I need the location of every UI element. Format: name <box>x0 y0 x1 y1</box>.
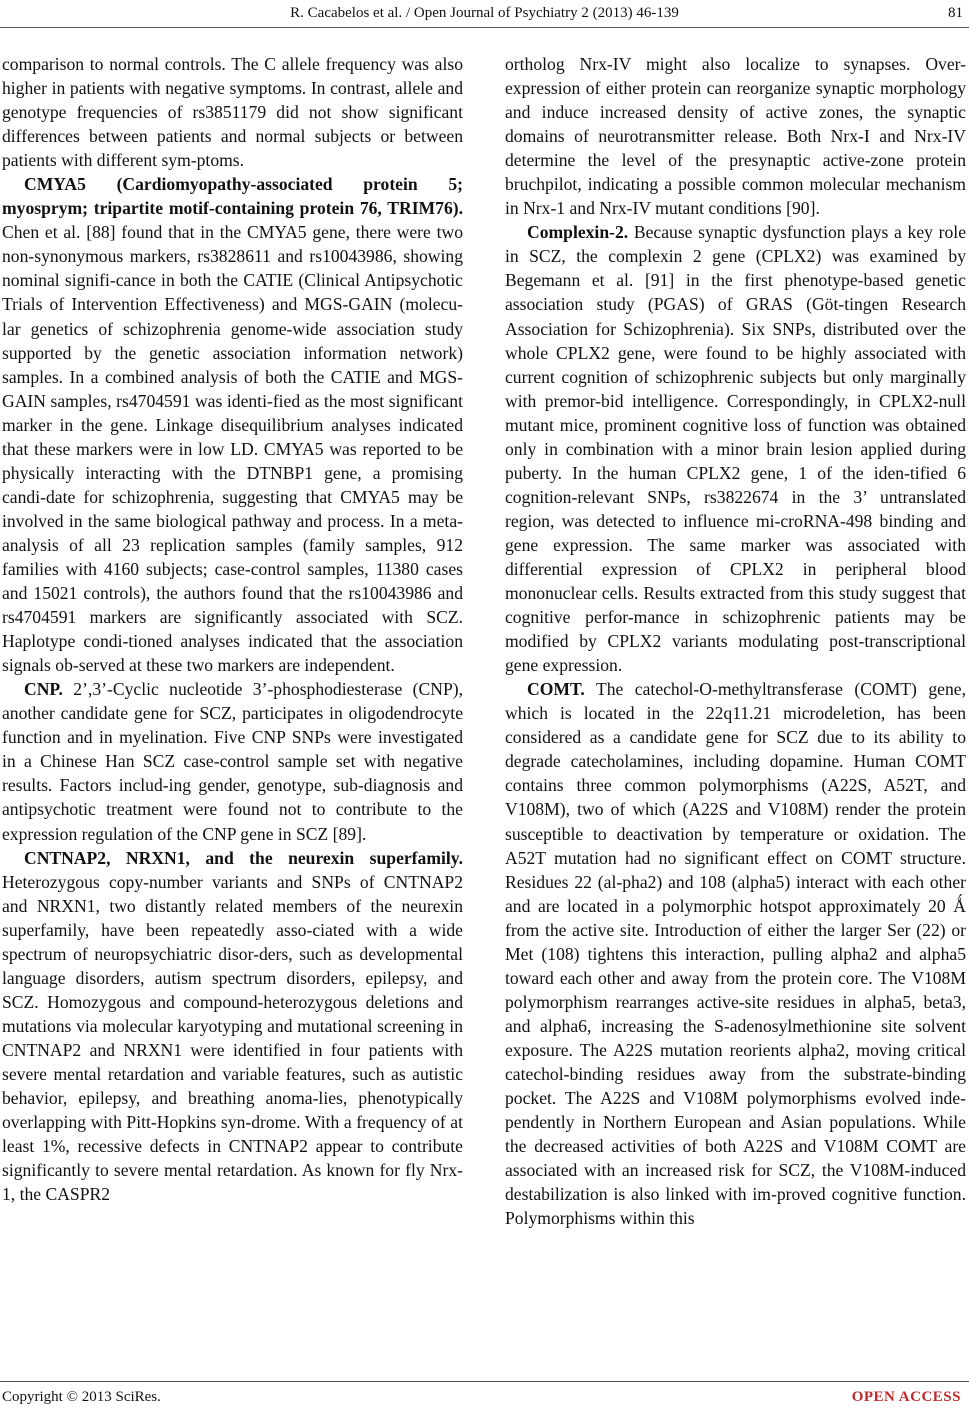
paragraph-body: Chen et al. [88] found that in the CMYA5 gene, there were two non-synonymous markers, rs3828611 and rs10043986, showing nominal signifi-cance in both the CATIE (Clinical Antipsychotic Trials of Intervention Effectiveness) and MGS-GAIN (molecu-lar genetics of schizophrenia genome-wide association study supported by the genetic association information network) samples. In a combined analysis of both the CATIE and MGS-GAIN samples, rs4704591 was identi-fied as the most significant marker in the gene. Linkage disequilibrium analyses indicated that these markers were in low LD. CMYA5 was reported to be physically interacting with the DTNBP1 gene, a promising candi-date for schizophrenia, suggesting that CMYA5 may be involved in the same biological pathway and process. In a meta-analysis of all 23 replication samples (family samples, 912 families with 4160 subjects; case-control samples, 11380 cases and 15021 controls), the authors found that the rs10043986 and rs4704591 markers are significantly associated with SCZ. Haplotype condi-tioned analyses indicated that the association signals ob-served at these two markers are independent. <box>2 222 463 676</box>
page-footer <box>0 1385 969 1409</box>
running-header <box>0 0 969 26</box>
section-heading-complexin: Complexin-2. <box>527 222 629 243</box>
paragraph-body: Heterozygous copy-number variants and SNPs of CNTNAP2 and NRXN1, two distantly related members of the neurexin superfamily, have been repeatedly asso-ciated with a wide spectrum of neuropsychiatric disor-ders, such as developmental language disorders, autism spectrum disorders, epilepsy, and SCZ. Homozygous and compound-heterozygous deletions and mutations via molecular karyotyping and mutational screening in CNTNAP2 and NRXN1 were identified in four patients with severe mental retardation and variable features, such as autistic behavior, epilepsy, and breathing anoma-lies, phenotypically overlapping with Pitt-Hopkins syn-drome. With a frequency of at least 1%, recessive defects in CNTNAP2 appear to contribute significantly to severe mental retardation. As known for fly Nrx-1, the CASPR2 <box>2 871 463 1205</box>
paragraph-body: 2’,3’-Cyclic nucleotide 3’-phosphodiesterase (CNP), another candidate gene for SCZ, participates in oligodendrocyte function and in myelination. Five CNP SNPs were investigated in a Chinese Han SCZ case-control sample set with negative results. Factors includ-ing gender, genotype, sub-diagnosis and antipsychotic treatment were found not to contribute to the expression regulation of the CNP gene in SCZ [89]. <box>2 679 463 844</box>
paragraph-cmya5 <box>2 172 463 677</box>
paragraph-apoe-continuation: comparison to normal controls. The C allele frequency was also higher in patients with negative symptoms. In contrast, allele and genotype frequencies of rs3851179 did not show significant differences between patients and normal subjects or between patients with different sym-ptoms. <box>2 54 463 171</box>
running-title: R. Cacabelos et al. / Open Journal of Psychiatry 2 (2013) 46-139 <box>290 5 679 21</box>
paragraph-nrx-continuation: ortholog Nrx-IV might also localize to synapses. Over-expression of either protein can reorganize synaptic morphology and induce increased density of active zones, the synaptic domains of neurotransmitter release. Both Nrx-I and Nrx-IV determine the level of the presynaptic active-zone protein bruchpilot, indicating a possible common molecular mechanism in Nrx-1 and Nrx-IV mutant conditions [90]. <box>505 54 966 219</box>
paragraph-complexin <box>505 220 966 677</box>
section-heading-cmya5: CMYA5 (Cardiomyopathy-associated protein 5; myosprym; tripartite motif-containing protein 76, TRIM76). <box>2 174 463 219</box>
paragraph-cnp <box>2 677 463 845</box>
footer-rule <box>0 1381 969 1382</box>
paragraph-body: The catechol-O-methyltransferase (COMT) gene, which is located in the 22q11.21 microdeletion, has been considered as a candidate gene for SCZ due to its ability to degrade catecholamines, including dopamine. Human COMT contains three common polymorphisms (A22S, A52T, and V108M), two of which (A22S and V108M) render the protein susceptible to deactivation by temperature or oxidation. The A52T mutation had no significant effect on COMT structure. Residues 22 (al-pha2) and 108 (alpha5) interact with each other and are located in a polymorphic hotspot approximately 20 Ǻ from the active site. Introduction of either the larger Ser (22) or Met (108) tightens this interaction, pulling alpha2 and alpha5 toward each other and away from the protein core. The V108M polymorphism rearranges active-site residues in alpha5, beta3, and alpha6, increasing the S-adenosylmethionine site solvent exposure. The A22S mutation reorients alpha2, moving critical catechol-binding residues away from the substrate-binding pocket. The A22S and V108M polymorphisms evolved inde-pendently in Northern European and Asian populations. While the decreased activities of both A22S and V108M COMT are associated with an increased risk for SCZ, the V108M-induced destabilization is also linked with im-proved cognitive function. Polymorphisms within this <box>505 679 966 1229</box>
right-column <box>505 52 966 1230</box>
left-column <box>2 52 463 1206</box>
open-access-label: OPEN ACCESS <box>851 1389 961 1405</box>
paragraph-comt <box>505 677 966 1230</box>
paragraph-body: Because synaptic dysfunction plays a key role in SCZ, the complexin 2 gene (CPLX2) was examined by Begemann et al. [91] in the first phenotype-based genetic association study (PGAS) of GRAS (Göt-tingen Research Association for Schizophrenia). Six SNPs, distributed over the whole CPLX2 gene, were found to be highly associated with current cognition of schizophrenic subjects but only marginally with premor-bid intelligence. Correspondingly, in CPLX2-null mutant mice, prominent cognitive loss of function was obtained only in combination with a minor brain lesion applied during puberty. In the human CPLX2 gene, 1 of the iden-tified 6 cognition-relevant SNPs, rs3822674 in the 3’ untranslated region, was detected to influence mi-croRNA-498 binding and gene expression. The same marker was associated with differential expression of CPLX2 in peripheral blood mononuclear cells. Results extracted from this study suggest that cognitive perfor-mance in schizophrenic patients may be modified by CPLX2 variants modulating post-transcriptional gene expression. <box>505 222 966 676</box>
section-heading-cntnap2: CNTNAP2, NRXN1, and the neurexin superfamily. <box>24 847 463 868</box>
header-rule <box>0 27 969 28</box>
section-heading-comt: COMT. <box>527 679 585 700</box>
section-heading-cnp: CNP. <box>24 679 63 700</box>
paragraph-cntnap2 <box>2 846 463 1207</box>
copyright-notice: Copyright © 2013 SciRes. <box>2 1389 161 1405</box>
page-number: 81 <box>948 5 963 21</box>
